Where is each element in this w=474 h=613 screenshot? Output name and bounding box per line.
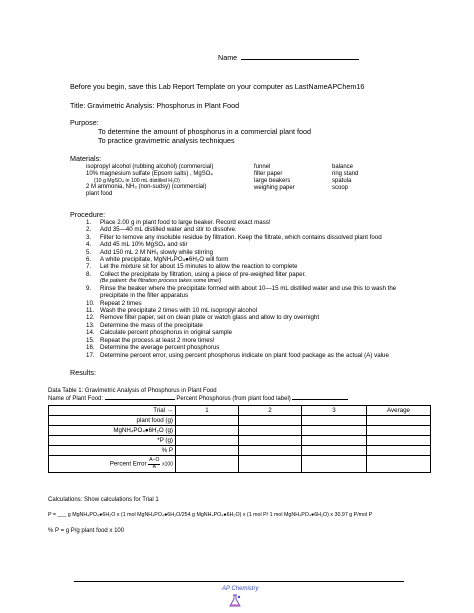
procedure-step: 2. Add 35—40 mL distilled water and stir to dissolve.: [86, 226, 237, 234]
procedure-step: 3. Filter to remove any insoluble residue by filtration. Keep the filtrate, which contains dissolved plant food: [86, 233, 382, 241]
row-label: *P (g): [49, 436, 176, 446]
procedure-step: 1. Place 2.00 g in plant food to large beaker. Record exact mass!: [86, 219, 271, 226]
material-item: plant food: [86, 191, 113, 197]
table-cell[interactable]: [367, 426, 431, 436]
procedure-step: 17. Determine percent error, using percent phosphorus indicate on plant food package as the actual (A) value: [86, 351, 389, 359]
procedure-heading: Procedure:: [70, 210, 106, 219]
table-cell[interactable]: [239, 436, 302, 446]
procedure-step: 16. Determine the average percent phosphorus: [86, 344, 220, 352]
header-cell: 2: [239, 406, 302, 416]
procedure-step: 9. Rinse the beaker where the precipitate formed with about 10—15 mL distilled water and use this to wash the precipitate in the filter apparatus: [86, 284, 397, 300]
table-header-row: [49, 406, 431, 416]
procedure-step: 10. Repeat 2 times: [86, 299, 142, 307]
table-row: [49, 426, 431, 436]
table-cell[interactable]: [367, 436, 431, 446]
table-cell[interactable]: [302, 426, 367, 436]
table-cell[interactable]: [302, 416, 367, 426]
material-item: isopropyl alcohol (rubbing alcohol) (commercial): [86, 164, 214, 170]
percent-blank: [292, 399, 348, 400]
purpose-heading: Purpose:: [70, 118, 99, 127]
table-row: [49, 446, 431, 456]
fraction-denominator: A: [152, 463, 157, 470]
intro-text: Before you begin, save this Lab Report Template on your computer as LastNameAPChem16: [70, 82, 365, 91]
row-label: MgNH₄PO₄●6H₂O (g): [49, 426, 176, 436]
procedure-step: 11. Wash the precipitate 2 times with 10 mL isopropyl alcohol: [86, 307, 258, 315]
flask-logo-icon: [228, 594, 242, 613]
table-cell[interactable]: [302, 456, 367, 473]
purpose-line-1: To determine the amount of phosphorus in a commercial plant food: [98, 127, 311, 136]
table-row: [49, 456, 431, 473]
plant-food-blank: [105, 399, 175, 400]
fraction-numerator: A−O: [149, 456, 160, 463]
plant-food-label: Name of Plant Food:: [48, 396, 104, 402]
table-cell[interactable]: [367, 416, 431, 426]
procedure-step: 8. Collect the precipitate by filtration, using a piece of pre-weighed filter paper.: [86, 270, 307, 278]
row-label-percent-error: [49, 456, 176, 473]
procedure-step: 5. Add 150 mL 2 M NH₃ slowly while stirring: [86, 248, 214, 256]
data-table: [48, 405, 431, 473]
procedure-step: 7. Let the mixture sit for about 15 minutes to allow the reaction to complete: [86, 263, 298, 271]
materials-tools: [332, 164, 358, 192]
material-item: ring stand: [332, 171, 359, 177]
header-cell: Trial →: [49, 406, 176, 416]
procedure-list: [86, 219, 426, 359]
table-cell[interactable]: [239, 426, 302, 436]
table-cell[interactable]: [239, 446, 302, 456]
material-item: 2 M ammonia, NH₃ (non-sudsy) (commercial): [86, 184, 207, 190]
header-cell: 1: [176, 406, 239, 416]
results-heading: Results:: [70, 368, 96, 377]
table-cell[interactable]: [302, 446, 367, 456]
materials-chemicals: [86, 164, 213, 198]
material-item-note: (10 g MgSO₄ in 100 mL distilled H₂O): [94, 178, 180, 184]
percent-error-label: Percent Error: [109, 460, 147, 468]
materials-equipment: [254, 164, 295, 192]
lab-title: Title: Gravimetric Analysis: Phosphorus in Plant Food: [70, 101, 240, 110]
procedure-note: (Be patient: the filtration process takes some time!): [100, 278, 222, 285]
percent-error-fraction: [148, 458, 160, 470]
table-cell[interactable]: [176, 426, 239, 436]
material-item: spatula: [332, 178, 352, 184]
table-cell[interactable]: [239, 416, 302, 426]
procedure-step: 6. A white precipitate, MgNH₄PO₄●6H₂O will form: [86, 256, 229, 264]
procedure-step: 14. Calculate percent phosphorus in original sample: [86, 329, 233, 337]
purpose-line-2: To practice gravimetric analysis techniques: [98, 136, 235, 145]
footer-text: AP Chemistry: [222, 586, 259, 592]
material-item: scoop: [332, 185, 349, 191]
footer-divider: [74, 581, 404, 582]
table-row: [49, 436, 431, 446]
percent-label: Percent Phosphorus (from plant food label): [176, 396, 291, 402]
table-cell[interactable]: [176, 446, 239, 456]
material-item: large beakers: [254, 178, 291, 184]
name-blank-line: [241, 53, 359, 60]
row-label: plant food (g): [49, 416, 176, 426]
calculation-line-2: % P = g P/g plant food x 100: [48, 528, 125, 534]
material-item: balance: [332, 164, 354, 170]
material-item: filter paper: [254, 171, 283, 177]
row-label: % P: [49, 446, 176, 456]
material-item: 10% magnesium sulfate (Epsom salts) , MgSO₄: [86, 171, 213, 177]
table-cell[interactable]: [302, 436, 367, 446]
header-cell: 3: [302, 406, 367, 416]
calculations-heading: Calculations: Show calculations for Trial 1: [48, 497, 159, 503]
table-cell[interactable]: [367, 446, 431, 456]
table-row: [49, 416, 431, 426]
table-cell[interactable]: [176, 456, 239, 473]
procedure-step: 12. Remove filter paper, set on clean plate or watch glass and allow to dry overnight: [86, 314, 320, 322]
table-cell[interactable]: [176, 416, 239, 426]
calculation-line-1: P = ___ g MgNH₄PO₄●6H₂O x (1 mol MgNH₄PO₄●6H₂O/254 g MgNH₄PO₄●6H₂O) x (1 mol P/ 1 mol MgNH₄PO₄●6H₂O) x 30.97 g P/mol P: [48, 512, 373, 518]
fraction-multiplier: x100: [162, 461, 173, 468]
procedure-step: 13. Determine the mass of the precipitate: [86, 321, 203, 329]
table-title: Data Table 1: Gravimetric Analysis of Phosphorus in Plant Food: [48, 388, 217, 394]
materials-heading: Materials:: [70, 154, 102, 163]
material-item: funnel: [254, 164, 271, 170]
procedure-step: 15. Repeat the process at least 2 more times!: [86, 336, 215, 344]
name-field: [218, 53, 359, 62]
table-cell[interactable]: [239, 456, 302, 473]
material-item: weighing paper: [254, 185, 295, 191]
table-subtitle: [48, 396, 348, 403]
table-cell[interactable]: [367, 456, 431, 473]
name-label: Name: [218, 53, 238, 62]
header-cell: Average: [367, 406, 431, 416]
procedure-step: 4. Add 45 mL 10% MgSO₄ and stir: [86, 241, 188, 249]
table-cell[interactable]: [176, 436, 239, 446]
